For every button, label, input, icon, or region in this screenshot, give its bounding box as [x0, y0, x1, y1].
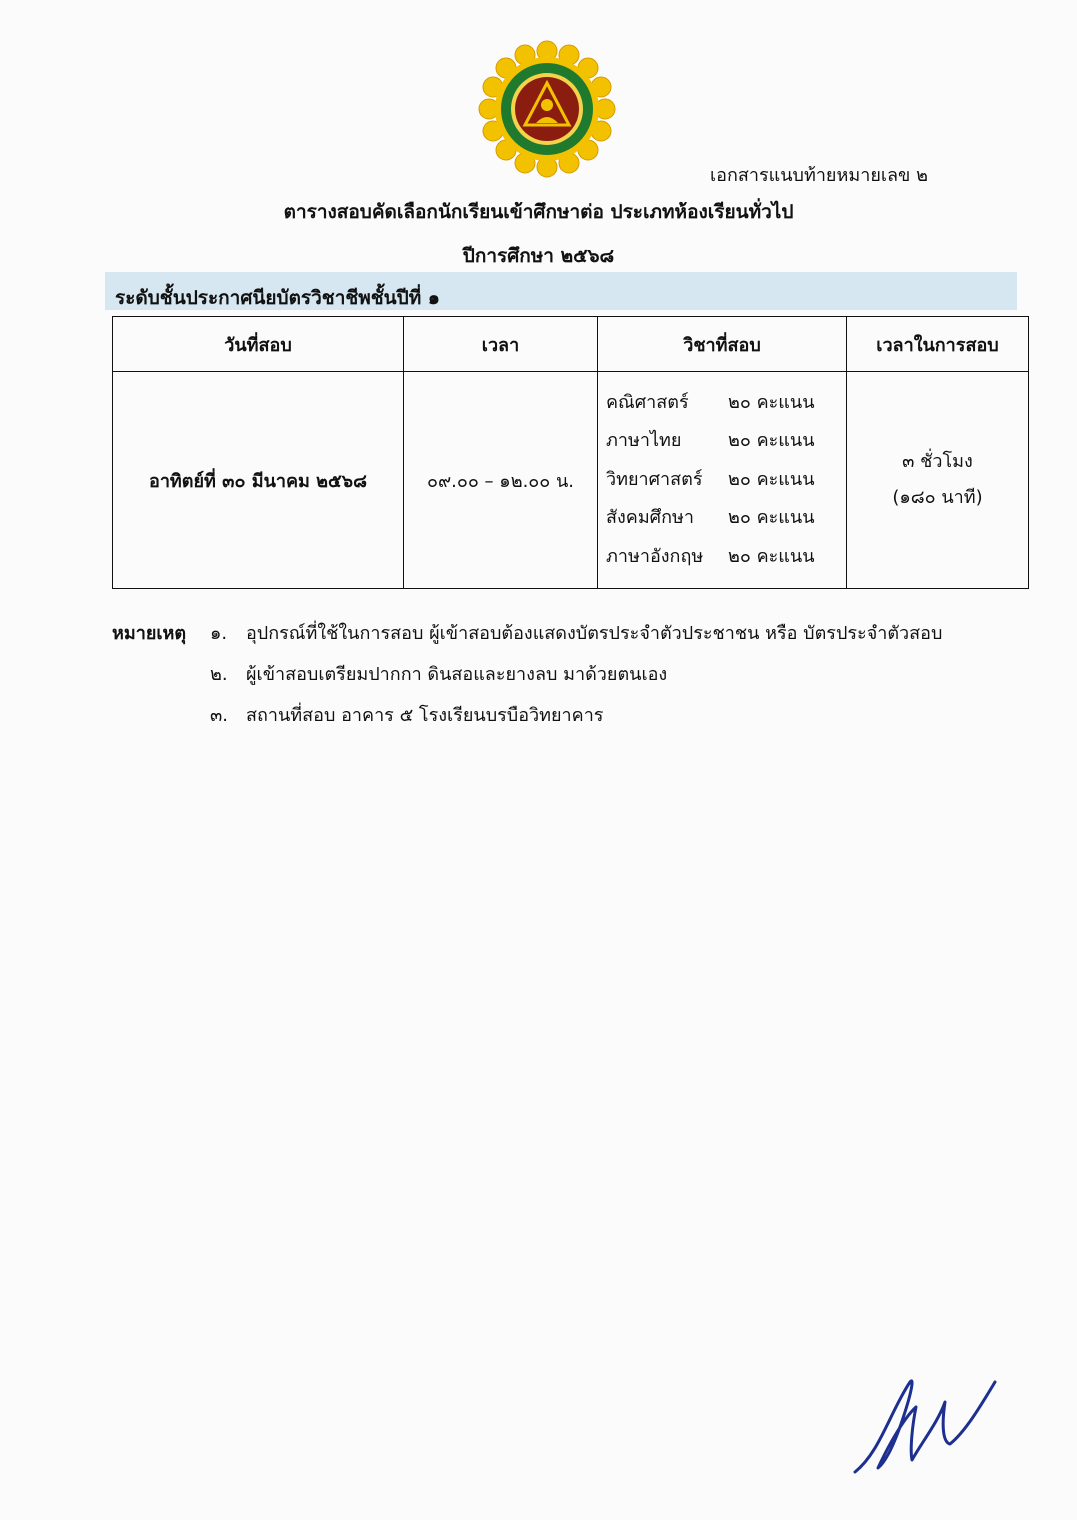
level-heading: ระดับชั้นประกาศนียบัตรวิชาชีพชั้นปีที่ ๑	[115, 287, 440, 309]
duration-cell	[847, 372, 1029, 589]
subject-score: ๒๐ คะแนน	[728, 430, 815, 452]
note-text: สถานที่สอบ อาคาร ๕ โรงเรียนบรบือวิทยาคาร	[246, 705, 604, 726]
handwritten-signature-icon	[850, 1372, 1000, 1477]
subject-score: ๒๐ คะแนน	[728, 468, 815, 490]
subject-name: สังคมศึกษา	[606, 507, 694, 529]
subject-name: ภาษาอังกฤษ	[606, 545, 704, 567]
academic-year: ปีการศึกษา ๒๕๖๘	[462, 245, 615, 267]
notes-label: หมายเหตุ	[112, 623, 187, 644]
exam-time-cell: ๐๙.๐๐ – ๑๒.๐๐ น.	[404, 372, 598, 589]
subject-item	[606, 461, 845, 500]
subject-score: ๒๐ คะแนน	[728, 545, 815, 567]
school-emblem-icon	[478, 40, 616, 178]
header-time: เวลา	[404, 317, 598, 372]
header-exam-date: วันที่สอบ	[113, 317, 404, 372]
subject-name: คณิศาสตร์	[606, 391, 689, 413]
subject-score: ๒๐ คะแนน	[728, 391, 815, 413]
note-number: ๓.	[210, 705, 229, 726]
note-number: ๑.	[210, 623, 228, 644]
duration-hours: ๓ ชั่วโมง	[902, 451, 973, 472]
subject-score: ๒๐ คะแนน	[728, 507, 815, 529]
header-subject: วิชาที่สอบ	[598, 317, 847, 372]
notes-section	[112, 612, 942, 735]
document-title: ตารางสอบคัดเลือกนักเรียนเข้าศึกษาต่อ ประเภทห้องเรียนทั่วไป	[283, 201, 794, 223]
attachment-reference: เอกสารแนบท้ายหมายเลข ๒	[710, 165, 928, 186]
subject-item	[606, 499, 845, 538]
subject-item	[606, 538, 845, 577]
subjects-cell	[598, 372, 847, 589]
table-row	[113, 372, 1029, 589]
header-duration: เวลาในการสอบ	[847, 317, 1029, 372]
subject-item	[606, 384, 845, 423]
note-text: ผู้เข้าสอบเตรียมปากกา ดินสอและยางลบ มาด้วยตนเอง	[246, 664, 668, 685]
duration-minutes: (๑๘๐ นาที)	[892, 487, 983, 508]
subject-name: ภาษาไทย	[606, 430, 682, 452]
note-item	[112, 653, 942, 694]
note-item	[112, 612, 942, 653]
subject-item	[606, 422, 845, 461]
subject-name: วิทยาศาสตร์	[606, 468, 703, 490]
exam-date-cell: อาทิตย์ที่ ๓๐ มีนาคม ๒๕๖๘	[113, 372, 404, 589]
exam-schedule-table	[112, 316, 1029, 589]
note-number: ๒.	[210, 664, 228, 685]
table-header-row	[113, 317, 1029, 372]
note-item	[112, 694, 942, 735]
note-text: อุปกรณ์ที่ใช้ในการสอบ ผู้เข้าสอบต้องแสดงบัตรประจำตัวประชาชน หรือ บัตรประจำตัวสอบ	[246, 623, 943, 644]
